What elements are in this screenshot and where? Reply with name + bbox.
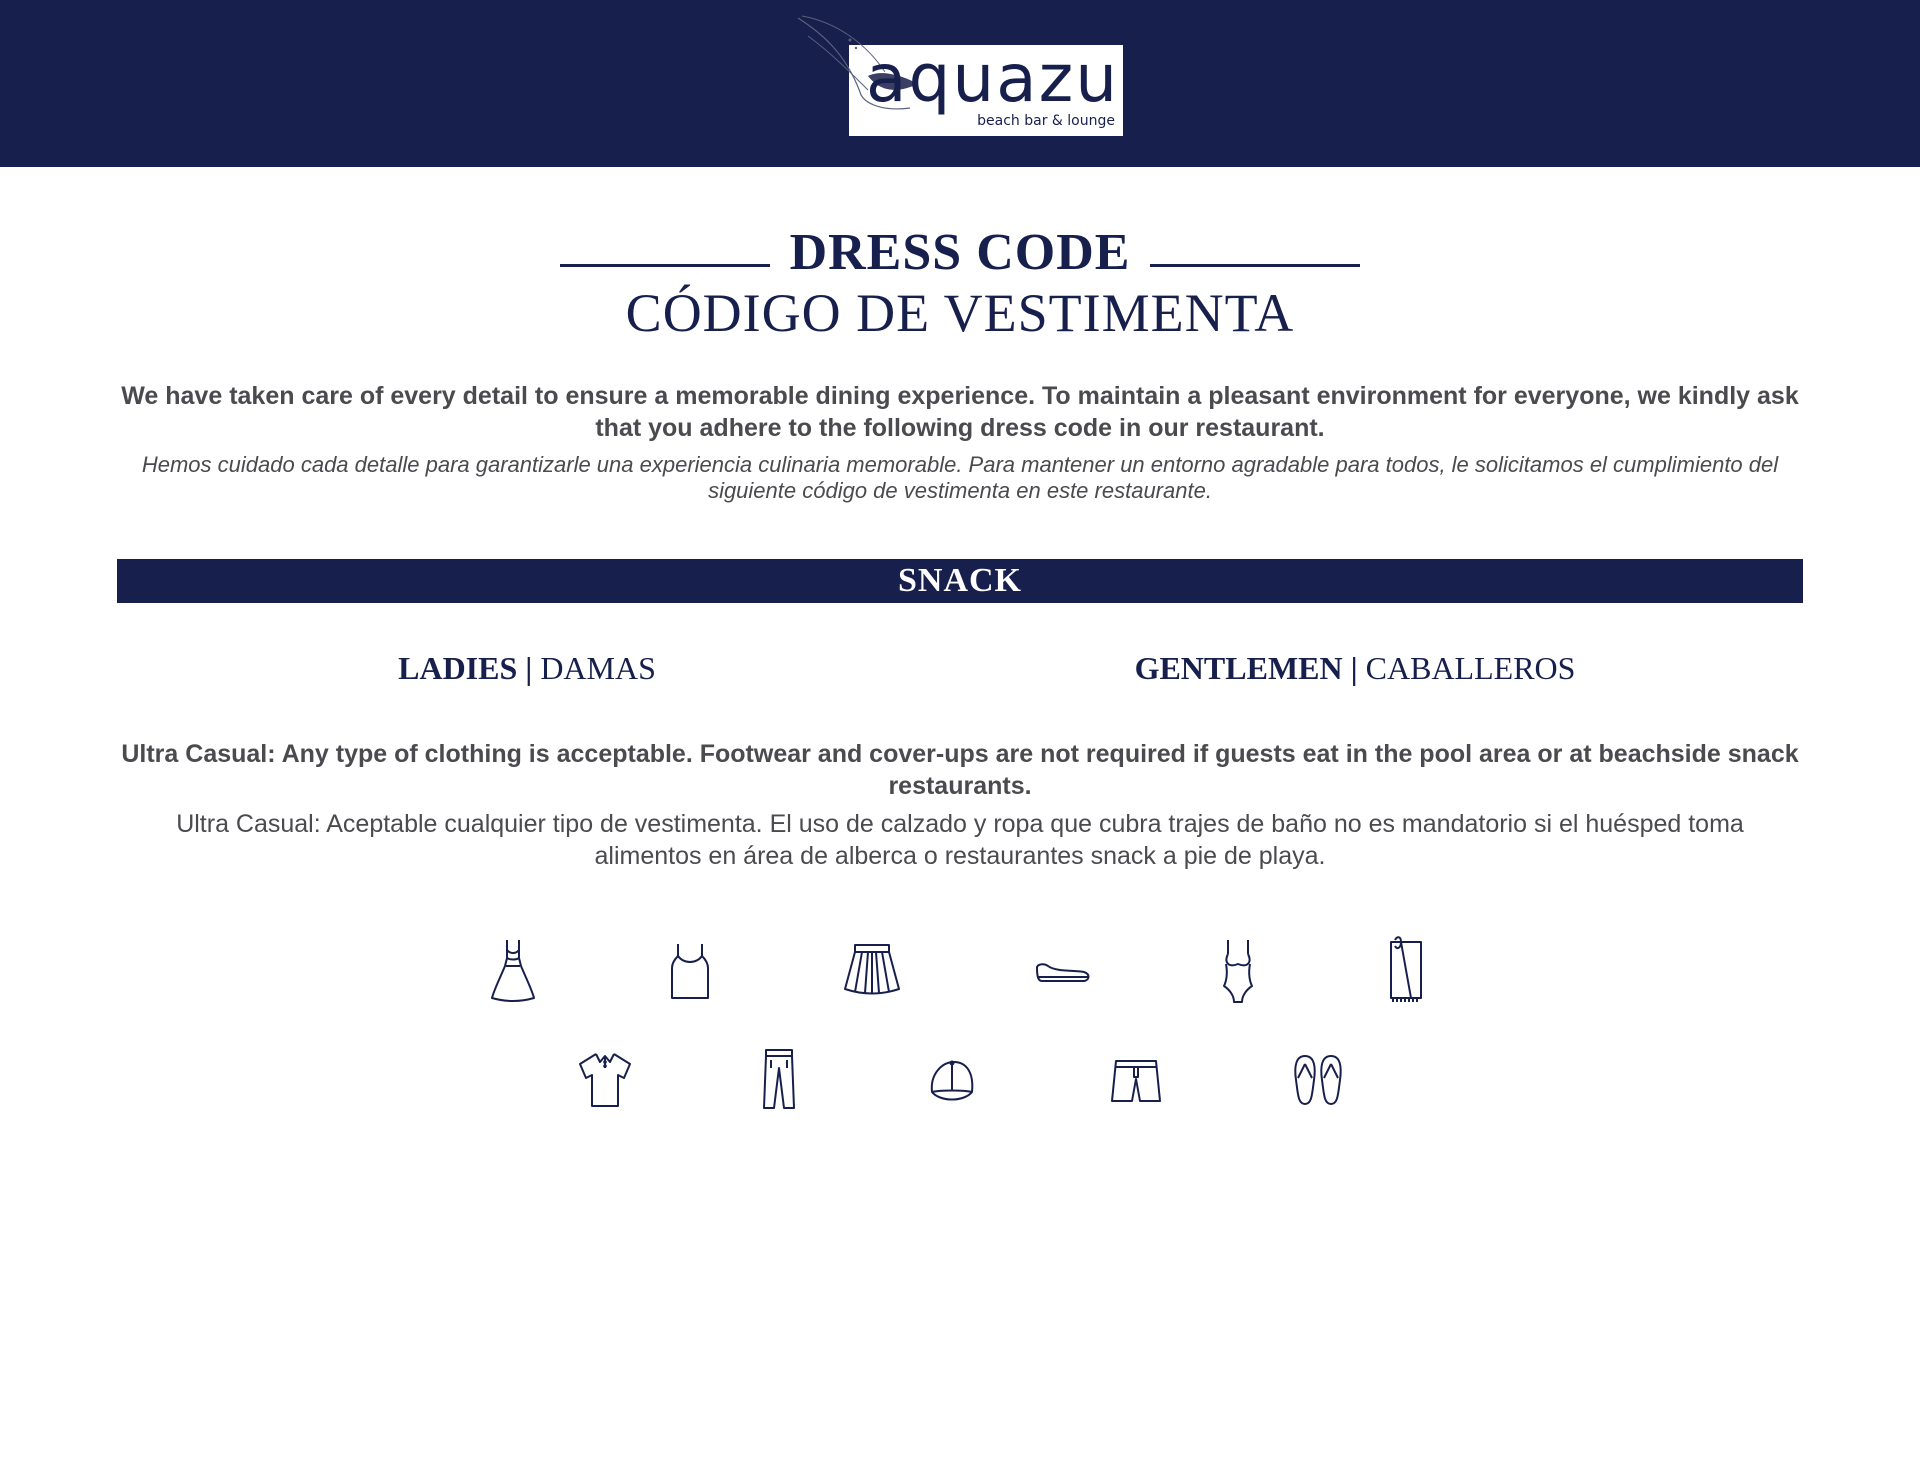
page-subtitle: CÓDIGO DE VESTIMENTA — [625, 283, 1295, 343]
gentlemen-separator: | — [1350, 650, 1358, 686]
polo-shirt-icon — [578, 1052, 632, 1108]
shorts-icon — [1110, 1059, 1162, 1103]
skirt-icon — [843, 943, 901, 995]
ladies-label-en: LADIES — [398, 650, 518, 686]
ladies-separator: | — [525, 650, 533, 686]
section-label: SNACK — [897, 562, 1023, 599]
swimsuit-icon — [1220, 938, 1256, 1004]
title-rule-right — [1150, 264, 1360, 267]
sarong-icon — [1387, 936, 1425, 1002]
rule-english: Ultra Casual: Any type of clothing is acceptable. Footwear and cover-ups are not required if guests eat in the pool area or at beachside snack restaurants. — [121, 740, 1799, 800]
ladies-label-es: DAMAS — [540, 650, 656, 686]
title-row — [0, 222, 1920, 282]
page-title: DRESS CODE — [789, 223, 1131, 281]
cap-icon — [928, 1058, 976, 1102]
gentlemen-label-es: CABALLEROS — [1365, 650, 1576, 686]
intro-spanish: Hemos cuidado cada detalle para garantizarle una experiencia culinaria memorable. Para mantener un entorno agradable para todos, le solicitamos el cumplimiento del siguiente código de vestimenta en este restaurante. — [141, 452, 1779, 503]
intro-english: We have taken care of every detail to ensure a memorable dining experience. To maintain a pleasant environment for everyone, we kindly ask that you adhere to the following dress code in our restaurant. — [121, 382, 1799, 442]
flip-flops-icon — [1292, 1054, 1344, 1106]
dress-icon — [488, 938, 538, 1002]
brand-wordmark: aquazul — [866, 40, 1140, 117]
title-rule-left — [560, 264, 770, 267]
gentlemen-heading — [1105, 650, 1605, 687]
pants-icon — [762, 1048, 796, 1110]
tank-top-icon — [668, 942, 712, 1000]
brand-tagline: beach bar & lounge — [977, 113, 1115, 129]
flat-shoe-icon — [1034, 960, 1092, 986]
ladies-heading — [327, 650, 727, 687]
rule-spanish: Ultra Casual: Aceptable cualquier tipo de vestimenta. El uso de calzado y ropa que cubra trajes de baño no es mandatorio si el huésped toma alimentos en área de alberca o restaurantes snack a pie de playa. — [176, 810, 1744, 870]
gentlemen-label-en: GENTLEMEN — [1134, 650, 1343, 686]
section-band — [117, 559, 1803, 603]
